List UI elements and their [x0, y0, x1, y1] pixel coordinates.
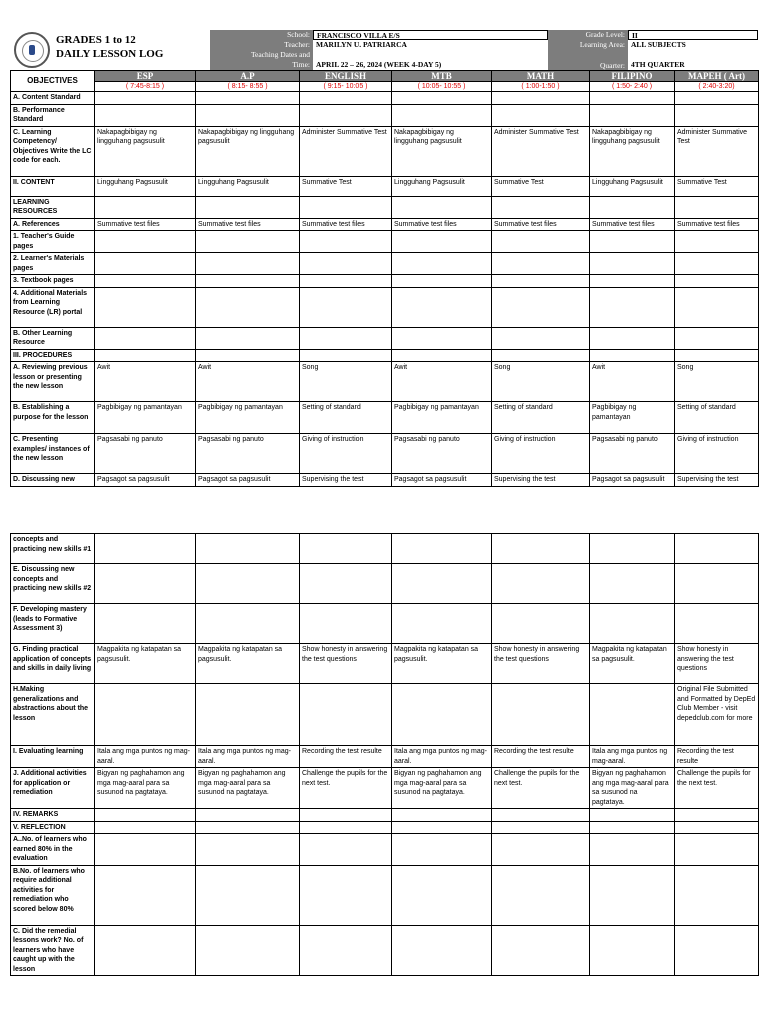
table-cell: Pagsagot sa pagsusulit — [392, 474, 492, 487]
table-row — [11, 402, 759, 434]
table-cell — [196, 534, 300, 564]
table-cell — [675, 534, 759, 564]
table-cell — [675, 865, 759, 925]
table-cell — [95, 196, 196, 218]
table-cell — [492, 275, 590, 288]
table-cell: Recording the test resulte — [300, 746, 392, 768]
table-cell — [590, 534, 675, 564]
table-cell — [300, 604, 392, 644]
table-cell — [675, 196, 759, 218]
quarter-value: 4TH QUARTER — [628, 50, 758, 70]
table-cell: Song — [492, 362, 590, 402]
table-cell — [392, 834, 492, 866]
table-cell — [675, 253, 759, 275]
table-cell — [590, 349, 675, 362]
table-cell: Summative test files — [196, 218, 300, 231]
table-cell — [392, 684, 492, 746]
table-cell: Pagsasabi ng panuto — [392, 434, 492, 474]
table-cell — [392, 865, 492, 925]
table-cell: Setting of standard — [492, 402, 590, 434]
table-cell: Giving of instruction — [300, 434, 392, 474]
table-cell — [300, 287, 392, 327]
table-cell — [300, 834, 392, 866]
row-label: A. Content Standard — [11, 92, 95, 105]
table-cell — [675, 104, 759, 126]
row-label: 3. Textbook pages — [11, 275, 95, 288]
table-cell — [492, 92, 590, 105]
table-cell: Summative Test — [492, 176, 590, 196]
table-cell — [675, 287, 759, 327]
table-cell: Nakapagbibigay ng lingguhang pagsusulit — [95, 126, 196, 176]
area-row: Learning Area: ALL SUBJECTS — [548, 40, 758, 50]
table-cell — [492, 564, 590, 604]
grades-title: GRADES 1 to 12 — [56, 34, 136, 46]
table-cell — [392, 253, 492, 275]
table-cell — [590, 821, 675, 834]
table-cell: Summative test files — [675, 218, 759, 231]
table-cell — [675, 604, 759, 644]
row-label: C. Learning Competency/ Objectives Write the LC code for each. — [11, 126, 95, 176]
table-cell: Magpakita ng katapatan sa pagsusulit. — [196, 644, 300, 684]
table-row — [11, 362, 759, 402]
row-label: A..No. of learners who earned 80% in the evaluation — [11, 834, 95, 866]
table-cell — [300, 564, 392, 604]
table-cell — [590, 275, 675, 288]
table-cell: Show honesty in answering the test questions — [300, 644, 392, 684]
table-cell — [95, 104, 196, 126]
row-label: B. Establishing a purpose for the lesson — [11, 402, 95, 434]
table-cell: Administer Summative Test — [492, 126, 590, 176]
table-cell — [300, 196, 392, 218]
table-cell: Recording the test resulte — [675, 746, 759, 768]
table-cell — [95, 925, 196, 976]
table-cell — [675, 821, 759, 834]
table-row — [11, 126, 759, 176]
table-cell — [392, 821, 492, 834]
table-row — [11, 746, 759, 768]
table-cell: Supervising the test — [492, 474, 590, 487]
table-cell: Bigyan ng paghahamon ang mga mag-aaral para sa susunod na pagtataya. — [590, 768, 675, 809]
table-cell — [392, 809, 492, 822]
table-cell — [590, 287, 675, 327]
table-cell: Itala ang mga puntos ng mag-aaral. — [392, 746, 492, 768]
table-cell: Lingguhang Pagsusulit — [392, 176, 492, 196]
time-filipino: ( 1:50- 2:40 ) — [590, 82, 675, 92]
table-cell: Setting of standard — [300, 402, 392, 434]
subject-filipino: FILIPINO — [590, 71, 675, 82]
table-row — [11, 231, 759, 253]
time-math: ( 1:00-1:50 ) — [492, 82, 590, 92]
row-label: II. CONTENT — [11, 176, 95, 196]
table-cell — [196, 327, 300, 349]
table-cell: Awit — [392, 362, 492, 402]
row-label: III. PROCEDURES — [11, 349, 95, 362]
table-cell — [590, 809, 675, 822]
table-cell: Nakapagbibigay ng lingguhang pagsusulit — [392, 126, 492, 176]
table-cell — [300, 865, 392, 925]
table-cell: Magpakita ng katapatan sa pagsusulit. — [392, 644, 492, 684]
table-cell: Pagsasabi ng panuto — [196, 434, 300, 474]
subject-ap: A.P — [196, 71, 300, 82]
table-cell — [196, 684, 300, 746]
table-cell: Summative test files — [95, 218, 196, 231]
row-label: B. Performance Standard — [11, 104, 95, 126]
table-cell — [95, 92, 196, 105]
table-cell: Song — [300, 362, 392, 402]
table-cell: Pagsasabi ng panuto — [590, 434, 675, 474]
table-cell: Show honesty in answering the test questions — [675, 644, 759, 684]
row-label: V. REFLECTION — [11, 821, 95, 834]
table-cell — [196, 834, 300, 866]
subject-mapeh: MAPEH ( Art) — [675, 71, 759, 82]
table-cell — [590, 564, 675, 604]
table-row — [11, 564, 759, 604]
table-cell — [392, 327, 492, 349]
table-cell — [590, 196, 675, 218]
table-cell — [675, 275, 759, 288]
table-cell — [590, 865, 675, 925]
table-cell: Magpakita ng katapatan sa pagsusulit. — [95, 644, 196, 684]
table-cell — [95, 809, 196, 822]
table-cell — [196, 821, 300, 834]
table-cell — [95, 534, 196, 564]
table-cell: Summative test files — [590, 218, 675, 231]
table-cell: Summative test files — [300, 218, 392, 231]
table-row — [11, 604, 759, 644]
table-cell: Administer Summative Test — [675, 126, 759, 176]
row-label: B. Other Learning Resource — [11, 327, 95, 349]
time-mtb: ( 10:05- 10:55 ) — [392, 82, 492, 92]
table-cell — [196, 564, 300, 604]
table-cell — [300, 92, 392, 105]
time-esp: ( 7:45-8:15 ) — [95, 82, 196, 92]
table-cell — [196, 809, 300, 822]
table-cell — [675, 925, 759, 976]
table-row — [11, 104, 759, 126]
table-cell: Awit — [95, 362, 196, 402]
table-cell — [300, 327, 392, 349]
table-cell — [492, 925, 590, 976]
row-label: LEARNING RESOURCES — [11, 196, 95, 218]
table-cell: Bigyan ng paghahamon ang mga mag-aaral para sa susunod na pagtataya. — [95, 768, 196, 809]
table-cell — [300, 925, 392, 976]
row-label: H.Making generalizations and abstractions about the lesson — [11, 684, 95, 746]
table-cell: Itala ang mga puntos ng mag-aaral. — [590, 746, 675, 768]
table-body-part2 — [11, 534, 759, 976]
table-cell — [492, 104, 590, 126]
table-cell — [392, 275, 492, 288]
table-cell — [675, 349, 759, 362]
table-cell — [196, 196, 300, 218]
table-cell: Pagsagot sa pagsusulit — [95, 474, 196, 487]
subject-math: MATH — [492, 71, 590, 82]
table-cell: Lingguhang Pagsusulit — [95, 176, 196, 196]
table-cell — [196, 604, 300, 644]
table-cell: Giving of instruction — [675, 434, 759, 474]
table-row — [11, 644, 759, 684]
table-row — [11, 218, 759, 231]
deped-seal-icon — [14, 32, 50, 68]
grade-row: Grade Level: II — [548, 30, 758, 40]
table-cell: Setting of standard — [675, 402, 759, 434]
table-row — [11, 196, 759, 218]
row-label: 4. Additional Materials from Learning Resource (LR) portal — [11, 287, 95, 327]
subject-english: ENGLISH — [300, 71, 392, 82]
table-cell — [196, 92, 300, 105]
times-row — [11, 82, 759, 92]
subjects-header-row — [11, 71, 759, 82]
table-cell — [95, 327, 196, 349]
row-label: G. Finding practical application of concepts and skills in daily living — [11, 644, 95, 684]
table-cell: Pagsagot sa pagsusulit — [196, 474, 300, 487]
table-row — [11, 327, 759, 349]
table-cell: Awit — [196, 362, 300, 402]
table-cell — [392, 925, 492, 976]
table-cell: Pagsasabi ng panuto — [95, 434, 196, 474]
table-cell: Summative Test — [300, 176, 392, 196]
table-row — [11, 434, 759, 474]
table-cell: Nakapagbibigay ng lingguhang pagsusulit — [590, 126, 675, 176]
table-cell: Challenge the pupils for the next test. — [492, 768, 590, 809]
table-cell — [590, 253, 675, 275]
table-cell: Recording the test resulte — [492, 746, 590, 768]
table-cell — [95, 834, 196, 866]
time-mapeh: ( 2:40-3:20) — [675, 82, 759, 92]
table-cell: Summative test files — [492, 218, 590, 231]
row-label: A. References — [11, 218, 95, 231]
table-row — [11, 809, 759, 822]
row-label: I. Evaluating learning — [11, 746, 95, 768]
table-cell: Supervising the test — [300, 474, 392, 487]
subject-esp: ESP — [95, 71, 196, 82]
table-cell — [590, 104, 675, 126]
lesson-log-header — [10, 30, 758, 70]
table-cell — [590, 834, 675, 866]
row-label: 2. Learner's Materials pages — [11, 253, 95, 275]
table-row — [11, 865, 759, 925]
table-cell — [492, 196, 590, 218]
school-row: School: FRANCISCO VILLA E/S — [210, 30, 548, 40]
table-row — [11, 176, 759, 196]
table-cell — [590, 92, 675, 105]
table-cell — [492, 604, 590, 644]
row-label: 1. Teacher's Guide pages — [11, 231, 95, 253]
table-cell: Giving of instruction — [492, 434, 590, 474]
table-cell — [590, 925, 675, 976]
table-cell — [95, 349, 196, 362]
table-row — [11, 474, 759, 487]
table-cell — [95, 684, 196, 746]
table-cell: Bigyan ng paghahamon ang mga mag-aaral para sa susunod na pagtataya. — [392, 768, 492, 809]
objectives-label: OBJECTIVES — [11, 71, 95, 92]
table-cell — [492, 287, 590, 327]
table-cell: Itala ang mga puntos ng mag-aaral. — [95, 746, 196, 768]
table-row — [11, 287, 759, 327]
table-cell — [300, 684, 392, 746]
table-body-part1 — [11, 92, 759, 487]
table-cell — [95, 287, 196, 327]
table-cell — [492, 865, 590, 925]
row-label: E. Discussing new concepts and practicing new skills #2 — [11, 564, 95, 604]
table-cell — [95, 865, 196, 925]
table-cell — [95, 253, 196, 275]
table-cell: Pagbibigay ng pamantayan — [196, 402, 300, 434]
table-cell: Pagbibigay ng pamantayan — [95, 402, 196, 434]
table-cell — [492, 834, 590, 866]
teacher-value: MARILYN U. PATRIARCA — [313, 40, 548, 50]
table-cell — [590, 684, 675, 746]
table-cell: Original File Submitted and Formatted by DepEd Club Member - visit depedclub.com for more — [675, 684, 759, 746]
row-label: A. Reviewing previous lesson or presenting the new lesson — [11, 362, 95, 402]
time-ap: ( 8:15- 8:55 ) — [196, 82, 300, 92]
table-cell — [392, 604, 492, 644]
row-label: F. Developing mastery (leads to Formative Assessment 3) — [11, 604, 95, 644]
table-cell — [300, 231, 392, 253]
daily-lesson-log-title: DAILY LESSON LOG — [56, 48, 164, 60]
table-cell: Lingguhang Pagsusulit — [590, 176, 675, 196]
grade-value: II — [628, 30, 758, 40]
table-cell: Summative Test — [675, 176, 759, 196]
table-cell — [196, 349, 300, 362]
row-label: J. Additional activities for application or remediation — [11, 768, 95, 809]
table-cell: Lingguhang Pagsusulit — [196, 176, 300, 196]
table-cell: Summative test files — [392, 218, 492, 231]
row-label: IV. REMARKS — [11, 809, 95, 822]
table-cell — [492, 534, 590, 564]
table-row — [11, 253, 759, 275]
table-cell — [392, 104, 492, 126]
table-cell — [300, 104, 392, 126]
table-cell: Challenge the pupils for the next test. — [675, 768, 759, 809]
table-cell — [675, 231, 759, 253]
table-row — [11, 92, 759, 105]
table-cell: Magpakita ng katapatan sa pagsusulit. — [590, 644, 675, 684]
table-row — [11, 349, 759, 362]
quarter-row: Quarter: 4TH QUARTER — [548, 50, 758, 70]
table-cell — [196, 925, 300, 976]
table-cell — [392, 534, 492, 564]
table-cell — [590, 327, 675, 349]
table-cell: Challenge the pupils for the next test. — [300, 768, 392, 809]
table-row — [11, 684, 759, 746]
dates-row: Teaching Dates and Time: APRIL 22 – 26, 2024 (WEEK 4-DAY 5) — [210, 50, 548, 70]
table-cell — [300, 534, 392, 564]
table-cell: Pagsagot sa pagsusulit — [590, 474, 675, 487]
table-cell — [95, 564, 196, 604]
table-cell — [196, 253, 300, 275]
table-cell: Administer Summative Test — [300, 126, 392, 176]
table-cell — [196, 104, 300, 126]
lesson-table-part2 — [10, 533, 759, 976]
table-cell — [492, 821, 590, 834]
table-cell — [300, 349, 392, 362]
school-value: FRANCISCO VILLA E/S — [313, 30, 548, 40]
table-row — [11, 768, 759, 809]
table-cell — [590, 231, 675, 253]
table-cell: Supervising the test — [675, 474, 759, 487]
table-cell — [492, 327, 590, 349]
table-cell — [300, 275, 392, 288]
table-row — [11, 534, 759, 564]
table-cell — [675, 834, 759, 866]
row-label: D. Discussing new — [11, 474, 95, 487]
table-cell — [300, 821, 392, 834]
table-cell — [196, 275, 300, 288]
table-cell — [392, 564, 492, 604]
time-english: ( 9:15- 10:05 ) — [300, 82, 392, 92]
table-cell — [492, 349, 590, 362]
row-label: concepts and practicing new skills #1 — [11, 534, 95, 564]
lesson-table-part1 — [10, 70, 759, 487]
table-cell — [590, 604, 675, 644]
table-cell: Pagbibigay ng pamantayan — [590, 402, 675, 434]
table-cell — [196, 287, 300, 327]
row-label: C. Presenting examples/ instances of the new lesson — [11, 434, 95, 474]
table-cell — [196, 865, 300, 925]
table-cell — [300, 253, 392, 275]
table-row — [11, 834, 759, 866]
table-row — [11, 925, 759, 976]
table-cell: Bigyan ng paghahamon ang mga mag-aaral para sa susunod na pagtataya. — [196, 768, 300, 809]
table-cell — [392, 231, 492, 253]
table-cell — [300, 809, 392, 822]
teacher-row: Teacher: MARILYN U. PATRIARCA — [210, 40, 548, 50]
table-cell — [392, 287, 492, 327]
dates-value: APRIL 22 – 26, 2024 (WEEK 4-DAY 5) — [313, 50, 548, 70]
table-cell: Itala ang mga puntos ng mag-aaral. — [196, 746, 300, 768]
table-cell — [196, 231, 300, 253]
area-value: ALL SUBJECTS — [628, 40, 758, 50]
table-cell — [95, 821, 196, 834]
subject-mtb: MTB — [392, 71, 492, 82]
table-cell: Pagbibigay ng pamantayan — [392, 402, 492, 434]
table-cell — [675, 92, 759, 105]
table-cell — [492, 809, 590, 822]
table-cell — [675, 564, 759, 604]
table-cell — [675, 327, 759, 349]
table-row — [11, 821, 759, 834]
table-cell: Song — [675, 362, 759, 402]
table-cell — [392, 349, 492, 362]
table-cell — [492, 684, 590, 746]
table-cell — [675, 809, 759, 822]
row-label: B.No. of learners who require additional activities for remediation who scored below 80% — [11, 865, 95, 925]
table-cell: Nakapagbibigay ng lingguhang pagsusulit — [196, 126, 300, 176]
table-cell: Show honesty in answering the test questions — [492, 644, 590, 684]
table-row — [11, 275, 759, 288]
table-cell — [392, 196, 492, 218]
row-label: C. Did the remedial lessons work? No. of learners who have caught up with the lesson — [11, 925, 95, 976]
table-cell — [492, 231, 590, 253]
table-cell — [95, 604, 196, 644]
table-cell: Awit — [590, 362, 675, 402]
table-cell — [95, 231, 196, 253]
table-cell — [95, 275, 196, 288]
table-cell — [492, 253, 590, 275]
table-cell — [392, 92, 492, 105]
